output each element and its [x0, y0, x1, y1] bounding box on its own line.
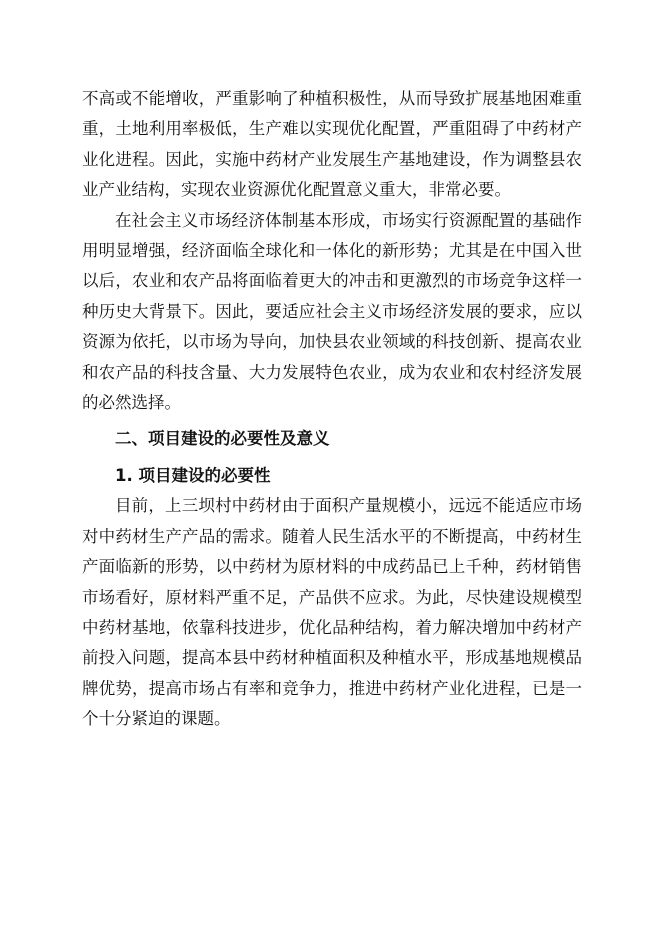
section-heading-necessity-and-significance: 二、项目建设的必要性及意义	[115, 429, 330, 449]
document-body	[82, 84, 582, 735]
subsection-heading-necessity: 1. 项目建设的必要性	[115, 465, 271, 485]
paragraph-continuation: 不高或不能增收，严重影响了种植积极性，从而导致扩展基地困难重重，土地利用率极低，生产难以实现优化配置，严重阻碍了中药材产业化进程。因此，实施中药材产业发展生产基地建设，作为调整县农业产业结构，实现农业资源优化配置意义重大，非常必要。	[82, 89, 582, 200]
paragraph-market-economy: 在社会主义市场经济体制基本形成，市场实行资源配置的基础作用明显增强，经济面临全球化和一体化的新形势；尤其是在中国入世以后，农业和农产品将面临着更大的冲击和更激烈的市场竞争这样一种历史大背景下。因此，要适应社会主义市场经济发展的要求，应以资源为依托，以市场为导向，加快县农业领域的科技创新、提高农业和农产品的科技含量、大力发展特色农业，成为农业和农村经济发展的必然选择。	[82, 210, 582, 413]
paragraph-current-situation: 目前，上三坝村中药材由于面积产量规模小，远远不能适应市场对中药材生产产品的需求。随着人民生活水平的不断提高，中药材生产面临新的形势，以中药材为原材料的中成药品已上千种，药材销售市场看好，原材料严重不足，产品供不应求。为此，尽快建设规模型中药材基地，依靠科技进步，优化品种结构，着力解决增加中药材产前投入问题，提高本县中药材种植面积及种植水平，形成基地规模品牌优势，提高市场占有率和竞争力，推进中药材产业化进程，已是一个十分紧迫的课题。	[82, 496, 582, 729]
